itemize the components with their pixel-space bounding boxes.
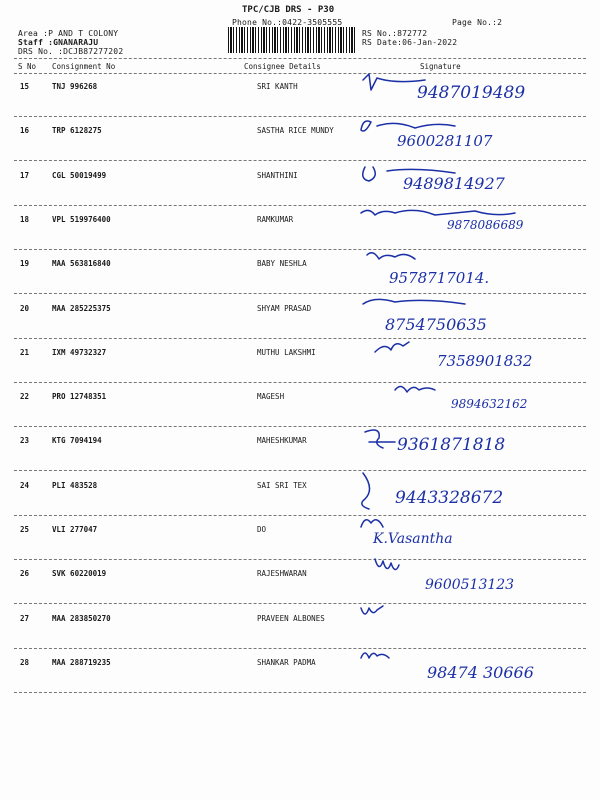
handwritten-signature [355,292,590,334]
handwritten-signature [355,203,590,245]
table-row [0,658,600,702]
consignee-name: BABY NESHLA [257,259,307,269]
header-rule-top [14,58,586,59]
rs-date: RS Date:06-Jan-2022 [362,38,458,47]
handwritten-signature [355,602,590,644]
row-divider [14,692,586,693]
handwritten-signature [355,469,590,511]
col-consignment: Consignment No [52,62,116,71]
handwritten-signature [355,646,590,688]
consignee-name: RAMKUMAR [257,214,294,224]
handwritten-signature [355,380,590,422]
barcode [228,27,356,53]
drs-number: DRS No. :DCJB87277202 [18,47,124,56]
handwritten-signature [355,114,590,156]
signature-phone-text: 9600513123 [425,577,515,594]
serial-number: 17 [20,170,30,180]
signature-phone-text: 9600281107 [397,132,493,151]
consignment-number: VLI 277047 [52,525,98,534]
consignee-name: RAJESHWARAN [257,569,307,579]
signature-phone-text: 9894632162 [451,397,528,412]
consignee-name: SAI SRI TEX [257,480,307,490]
handwritten-signature [355,70,590,112]
consignment-number: MAA 288719235 [52,657,111,667]
signature-phone-text: 98474 30666 [427,662,534,682]
consignee-name: SRI KANTH [257,82,298,91]
serial-number: 20 [20,303,30,313]
signature-phone-text: 7358901832 [437,351,533,370]
signature-phone-text: 9361871818 [397,435,506,456]
signature-phone-text: 9878086689 [447,217,524,232]
serial-number: 21 [20,347,30,357]
consignee-name: MAHESHKUMAR [257,436,307,446]
serial-number: 23 [20,436,30,446]
consignee-name: SASTHA RICE MUNDY [257,126,334,136]
handwritten-signature [355,159,590,201]
phone-number: Phone No.:0422-3505555 [232,18,343,27]
serial-number: 28 [20,657,30,667]
consignee-name: PRAVEEN ALBONES [257,613,325,623]
serial-number: 26 [20,569,30,579]
rs-number: RS No.:872772 [362,29,428,38]
serial-number: 15 [20,82,30,91]
signature-phone-text: 9487019489 [417,83,526,103]
handwritten-signature [355,247,590,289]
handwritten-signature [355,557,590,599]
consignment-number: VPL 519976400 [52,214,111,224]
handwritten-signature [355,513,590,555]
consignee-name: SHYAM PRASAD [257,303,312,313]
consignment-number: KTG 7094194 [52,436,102,446]
col-consignee: Consignee Details [244,62,321,71]
consignment-number: SVK 60220019 [52,569,107,579]
sheet-title: TPC/CJB DRS - P30 [242,5,335,15]
consignment-number: MAA 285225375 [52,303,111,313]
serial-number: 22 [20,392,30,402]
serial-number: 24 [20,480,30,490]
consignee-name: MAGESH [257,392,285,402]
consignment-number: IXM 49732327 [52,347,107,357]
signature-phone-text: K.Vasantha [373,531,453,547]
consignment-number: PLI 483528 [52,480,98,490]
consignment-number: PRO 12748351 [52,392,107,402]
serial-number: 18 [20,214,30,224]
area-label: Area :P AND T COLONY [18,29,119,38]
handwritten-signature [355,424,590,466]
signature-phone-text: 8754750635 [385,314,487,334]
signature-phone-text: 9443328672 [395,487,504,508]
consignee-name: MUTHU LAKSHMI [257,347,316,357]
signature-phone-text: 9578717014. [389,269,490,288]
staff-label: Staff :GNANARAJU [18,38,99,47]
serial-number: 19 [20,259,30,269]
consignee-name: SHANKAR PADMA [257,657,316,667]
page-number: Page No.:2 [452,18,503,27]
consignee-name: DO [257,525,267,534]
consignee-name: SHANTHINI [257,170,298,180]
consignment-number: TNJ 996268 [52,82,98,91]
col-signature: Signature [420,62,461,71]
serial-number: 27 [20,613,30,623]
consignment-number: MAA 283850270 [52,613,111,623]
consignment-number: CGL 50019499 [52,170,107,180]
consignment-number: TRP 6128275 [52,126,102,136]
signature-phone-text: 9489814927 [403,173,505,193]
consignment-number: MAA 563816840 [52,259,111,269]
serial-number: 16 [20,126,30,136]
handwritten-signature [355,336,590,378]
col-sno: S No [18,62,37,71]
serial-number: 25 [20,525,30,534]
